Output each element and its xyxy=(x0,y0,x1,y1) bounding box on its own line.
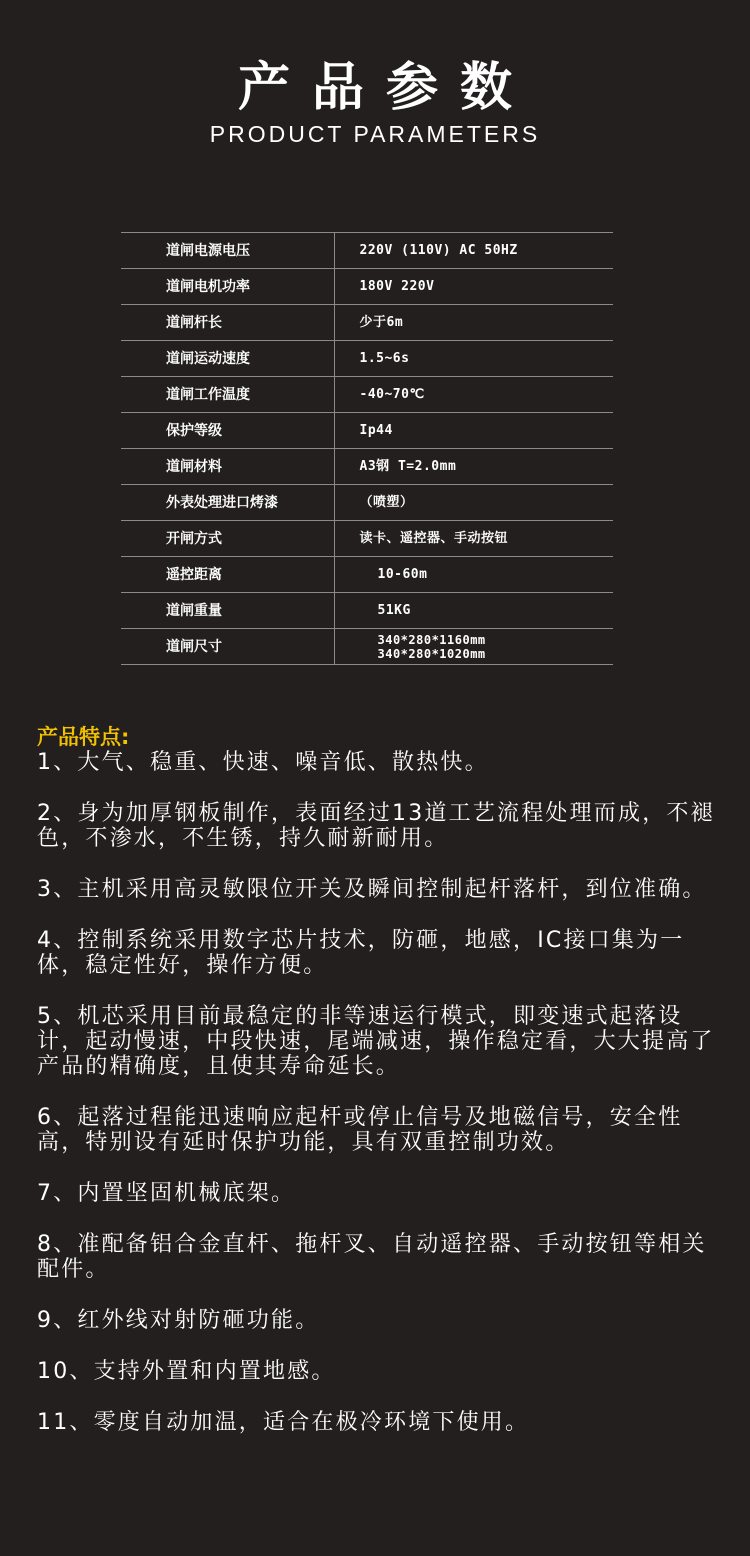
param-label: 外表处理进口烤漆 xyxy=(121,485,334,521)
param-label: 道闸工作温度 xyxy=(121,377,334,413)
param-value-line: 340*280*1020mm xyxy=(377,646,486,661)
feature-item: 6、起落过程能迅速响应起杆或停止信号及地磁信号，安全性高，特别设有延时保护功能，具有双重控制功效。 xyxy=(37,1105,683,1155)
table-row xyxy=(121,269,613,305)
table-row xyxy=(121,341,613,377)
param-label: 道闸电源电压 xyxy=(121,233,334,269)
param-label: 道闸尺寸 xyxy=(121,629,334,665)
param-value: 10-60m xyxy=(334,557,613,593)
param-label: 道闸电机功率 xyxy=(121,269,334,305)
param-label: 道闸材料 xyxy=(121,449,334,485)
param-value-line: 340*280*1160mm xyxy=(377,632,486,647)
page-title: 产品参数 xyxy=(237,58,534,118)
table-row xyxy=(121,233,613,269)
param-label: 遥控距离 xyxy=(121,557,334,593)
feature-item: 11、零度自动加温，适合在极冷环境下使用。 xyxy=(37,1410,530,1435)
param-value: 180V 220V xyxy=(334,269,613,305)
table-row xyxy=(121,485,613,521)
feature-item: 1、大气、稳重、快速、噪音低、散热快。 xyxy=(37,750,489,775)
param-value: A3钢 T=2.0mm xyxy=(334,449,613,485)
param-label: 开闸方式 xyxy=(121,521,334,557)
param-value: 1.5~6s xyxy=(334,341,613,377)
feature-item: 10、支持外置和内置地感。 xyxy=(37,1359,336,1384)
param-label: 道闸运动速度 xyxy=(121,341,334,377)
param-label: 道闸杆长 xyxy=(121,305,334,341)
table-row xyxy=(121,377,613,413)
param-value xyxy=(334,629,613,665)
param-value: 少于6m xyxy=(334,305,613,341)
features-heading: 产品特点: xyxy=(37,725,130,749)
feature-item: 4、控制系统采用数字芯片技术，防砸，地感，IC接口集为一体，稳定性好，操作方便。 xyxy=(37,928,685,978)
page-subtitle: PRODUCT PARAMETERS xyxy=(209,121,541,147)
param-value: 51KG xyxy=(334,593,613,629)
feature-item: 3、主机采用高灵敏限位开关及瞬间控制起杆落杆，到位准确。 xyxy=(37,877,707,902)
feature-item: 2、身为加厚钢板制作，表面经过13道工艺流程处理而成，不褪色，不渗水，不生锈，持久耐新耐用。 xyxy=(37,801,715,851)
table-row xyxy=(121,521,613,557)
param-value: -40~70℃ xyxy=(334,377,613,413)
table-row xyxy=(121,305,613,341)
table-row xyxy=(121,629,613,665)
param-label: 保护等级 xyxy=(121,413,334,449)
feature-item: 8、准配备铝合金直杆、拖杆叉、自动遥控器、手动按钮等相关配件。 xyxy=(37,1232,707,1282)
param-value: 读卡、遥控器、手动按钮 xyxy=(334,521,613,557)
param-value: 220V (110V) AC 50HZ xyxy=(334,233,613,269)
table-row xyxy=(121,413,613,449)
param-value: Ip44 xyxy=(334,413,613,449)
param-label: 道闸重量 xyxy=(121,593,334,629)
feature-item: 7、内置坚固机械底架。 xyxy=(37,1181,296,1206)
features-section xyxy=(37,724,717,1461)
param-value: （喷塑） xyxy=(334,485,613,521)
table-row xyxy=(121,593,613,629)
parameters-table xyxy=(121,232,613,665)
table-row xyxy=(121,449,613,485)
table-row xyxy=(121,557,613,593)
feature-item: 5、机芯采用目前最稳定的非等速运行模式，即变速式起落设计，起动慢速，中段快速，尾端减速，操作稳定看，大大提高了产品的精确度，且使其寿命延长。 xyxy=(37,1004,715,1079)
feature-item: 9、红外线对射防砸功能。 xyxy=(37,1308,320,1333)
